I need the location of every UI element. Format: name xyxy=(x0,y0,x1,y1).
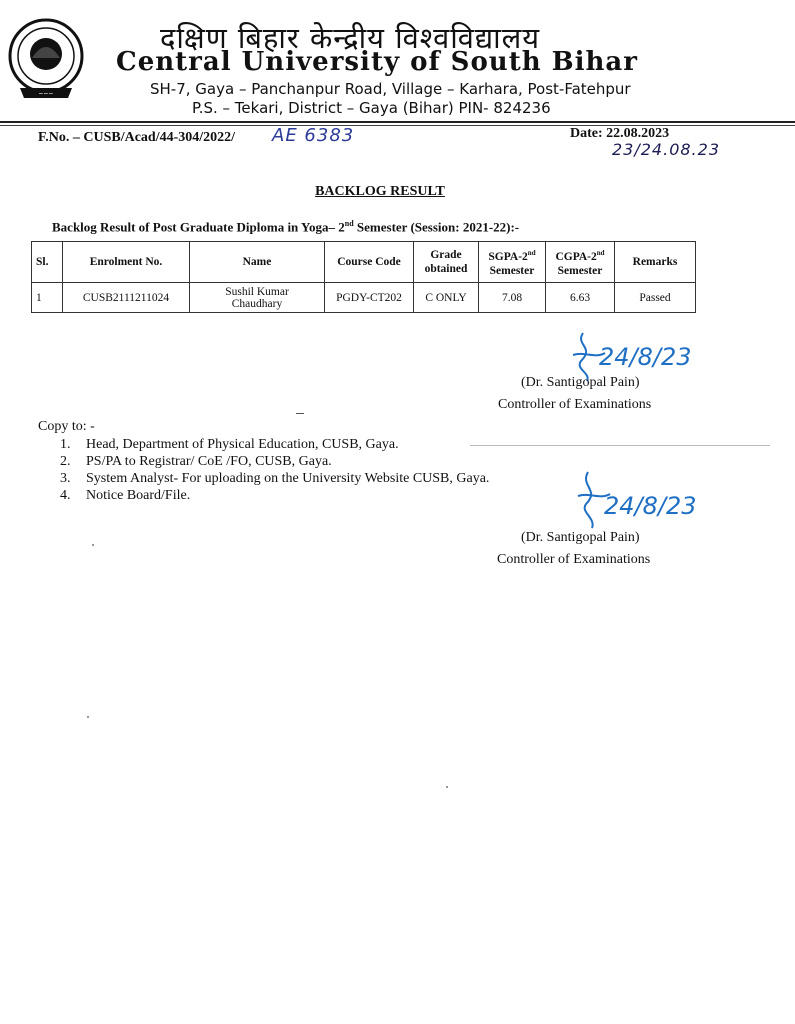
university-seal-icon xyxy=(6,14,86,102)
list-item: 2. PS/PA to Registrar/ CoE /FO, CUSB, Gaya. xyxy=(60,454,332,469)
header-course-code: Course Code xyxy=(325,242,414,283)
document-subtitle: Backlog Result of Post Graduate Diploma in Yoga– 2nd Semester (Session: 2021-22):- xyxy=(52,219,520,235)
header-sgpa: SGPA-2nd Semester xyxy=(479,242,546,283)
signature-bottom-date: 24/8/23 xyxy=(604,492,697,520)
header-cgpa: CGPA-2nd Semester xyxy=(546,242,615,283)
university-name-english: Central University of South Bihar xyxy=(116,47,638,77)
cell-remarks: Passed xyxy=(615,283,696,313)
university-name-hindi: दक्षिण बिहार केन्द्रीय विश्वविद्यालय xyxy=(160,21,541,55)
copy-to-list xyxy=(60,436,489,504)
scan-mark xyxy=(470,445,770,446)
scan-speck xyxy=(446,786,448,788)
cell-grade: C ONLY xyxy=(414,283,479,313)
header-name: Name xyxy=(190,242,325,283)
svg-text:~~~: ~~~ xyxy=(38,90,54,98)
signatory-name-top: (Dr. Santigopal Pain) xyxy=(521,375,640,390)
header-divider xyxy=(0,121,795,123)
signatory-title-top: Controller of Examinations xyxy=(498,397,652,412)
header-divider-thin xyxy=(0,125,795,126)
list-item: 1. Head, Department of Physical Education, CUSB, Gaya. xyxy=(60,437,399,452)
date-value: 22.08.2023 xyxy=(606,126,670,141)
cell-cgpa: 6.63 xyxy=(546,283,615,313)
list-item: 3. System Analyst- For uploading on the University Website CUSB, Gaya. xyxy=(60,471,490,486)
scan-speck xyxy=(92,544,94,546)
header-grade: Grade obtained xyxy=(414,242,479,283)
list-item: 4. Notice Board/File. xyxy=(60,488,191,503)
signature-bottom xyxy=(568,470,708,530)
table-row xyxy=(32,283,696,313)
date-label: Date: xyxy=(570,126,603,141)
copy-to-heading: Copy to: - xyxy=(38,419,95,434)
result-table xyxy=(31,241,696,313)
address-line-2: P.S. – Tekari, District – Gaya (Bihar) PIN- 824236 xyxy=(192,99,551,117)
header-sl: Sl. xyxy=(32,242,63,283)
cell-sgpa: 7.08 xyxy=(479,283,546,313)
cell-enrolment: CUSB2111211024 xyxy=(63,283,190,313)
address-line-1: SH-7, Gaya – Panchanpur Road, Village – Karhara, Post-Fatehpur xyxy=(150,80,631,98)
file-number: F.No. – CUSB/Acad/44-304/2022/ xyxy=(38,130,236,145)
file-number-handwritten: AE 6383 xyxy=(272,125,355,146)
scan-speck xyxy=(87,716,89,718)
scan-mark xyxy=(296,413,304,414)
header-remarks: Remarks xyxy=(615,242,696,283)
cell-name: Sushil Kumar Chaudhary xyxy=(190,283,325,313)
document-title: BACKLOG RESULT xyxy=(315,184,445,199)
cell-sl: 1 xyxy=(32,283,63,313)
date-handwritten: 23/24.08.23 xyxy=(612,140,720,159)
table-header-row xyxy=(32,242,696,283)
signatory-name-bottom: (Dr. Santigopal Pain) xyxy=(521,530,640,545)
signature-top-date: 24/8/23 xyxy=(599,343,692,371)
header-enrolment: Enrolment No. xyxy=(63,242,190,283)
cell-course-code: PGDY-CT202 xyxy=(325,283,414,313)
signatory-title-bottom: Controller of Examinations xyxy=(497,552,651,567)
